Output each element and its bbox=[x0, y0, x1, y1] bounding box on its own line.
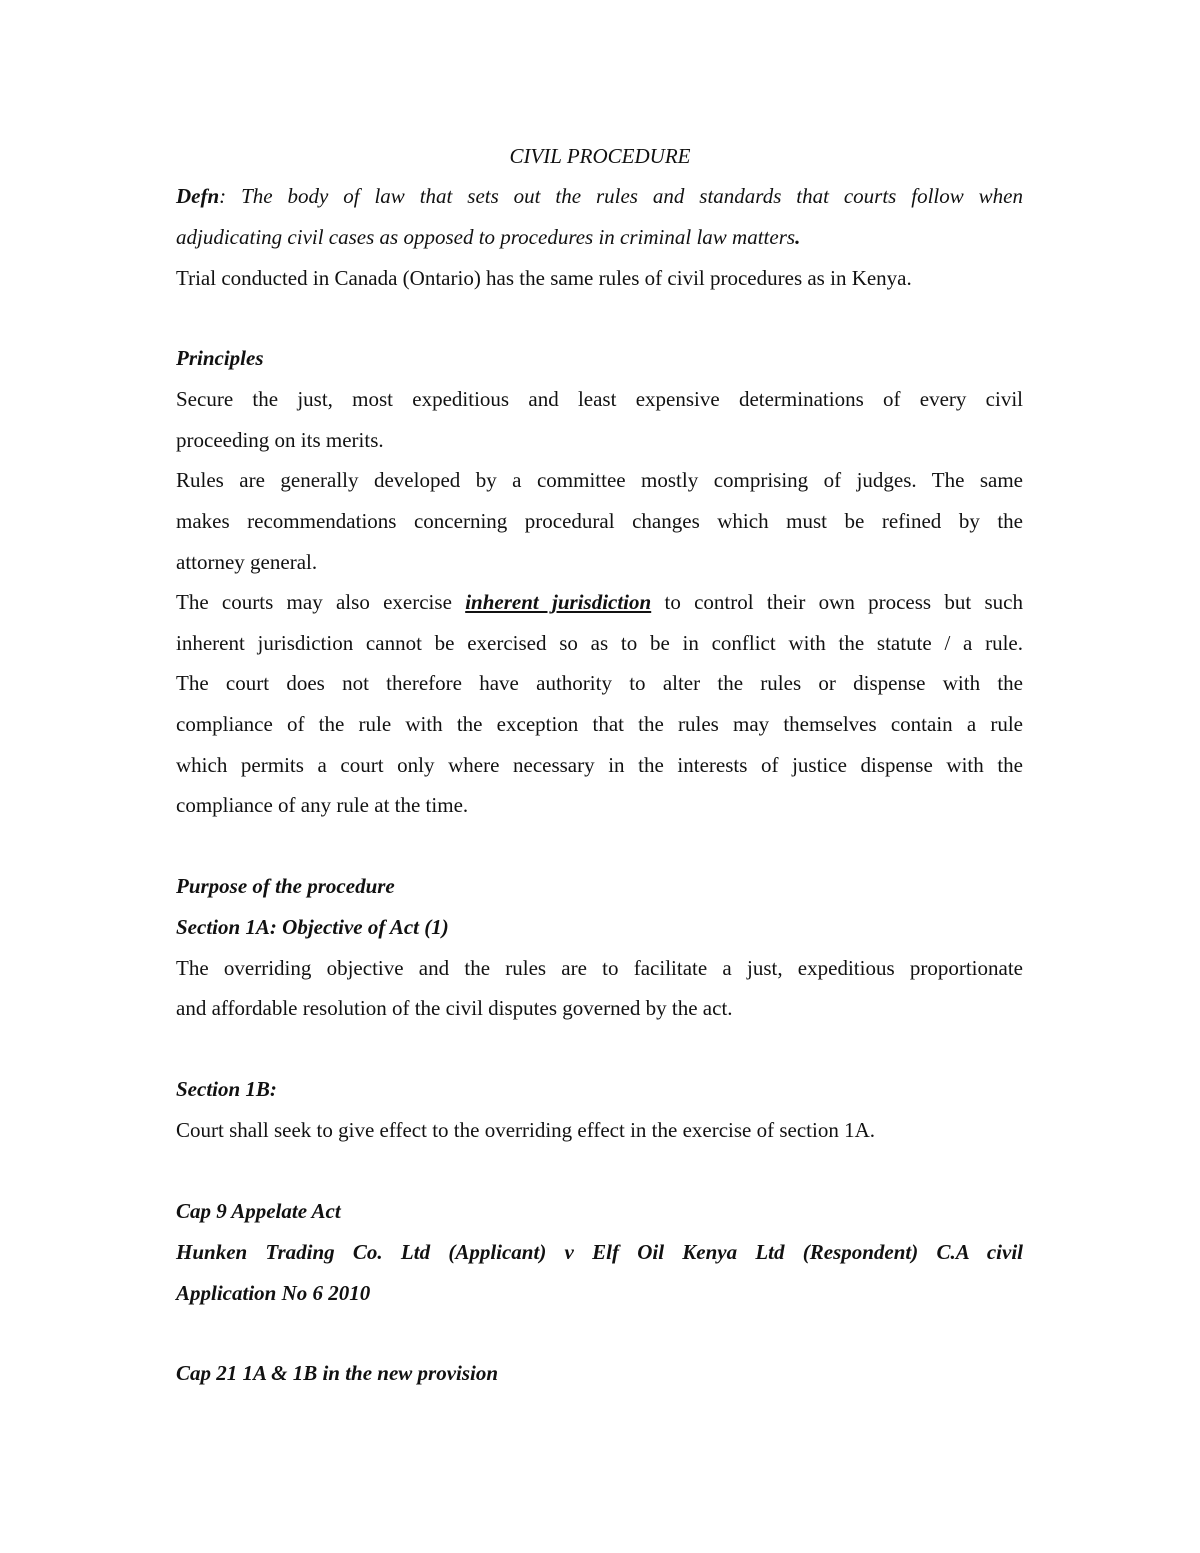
section-1b-line: Court shall seek to give effect to the overriding effect in the exercise of section 1A. bbox=[176, 1118, 875, 1142]
cap21-heading: Cap 21 1A & 1B in the new provision bbox=[176, 1361, 499, 1385]
definition-line-2: adjudicating civil cases as opposed to procedures in criminal law matters. bbox=[176, 225, 801, 249]
section-1a-heading: Section 1A: Objective of Act (1) bbox=[176, 915, 449, 939]
principles-p2-line-2: makes recommendations concerning procedural changes which must be refined by the bbox=[176, 509, 1023, 533]
principles-heading: Principles bbox=[176, 346, 264, 370]
principles-p2-line-1: Rules are generally developed by a committee mostly comprising of judges. The same bbox=[176, 468, 1023, 492]
purpose-line-1: The overriding objective and the rules are to facilitate a just, expeditious proportionate bbox=[176, 956, 1023, 980]
principles-p3-line-4: compliance of the rule with the exception that the rules may themselves contain a rule bbox=[176, 712, 1023, 736]
definition-line-1: Defn: The body of law that sets out the rules and standards that courts follow when bbox=[176, 184, 1023, 208]
principles-p3-line-6: compliance of any rule at the time. bbox=[176, 793, 469, 817]
principles-p1-line-2: proceeding on its merits. bbox=[176, 428, 384, 452]
principles-p3-line-1: The courts may also exercise inherent jurisdiction to control their own process but such bbox=[176, 590, 1023, 614]
section-1b-heading: Section 1B: bbox=[176, 1077, 277, 1101]
purpose-line-2: and affordable resolution of the civil disputes governed by the act. bbox=[176, 996, 733, 1020]
definition-text-1: The body of law that sets out the rules and standards that courts follow when bbox=[241, 184, 1023, 208]
cap9-heading: Cap 9 Appelate Act bbox=[176, 1199, 341, 1223]
purpose-heading: Purpose of the procedure bbox=[176, 874, 395, 898]
principles-p3-line-3: The court does not therefore have authority to alter the rules or dispense with the bbox=[176, 671, 1023, 695]
principles-p3-line-2: inherent jurisdiction cannot be exercised so as to be in conflict with the statute / a rule. bbox=[176, 631, 1023, 655]
case-citation-line-2: Application No 6 2010 bbox=[176, 1281, 371, 1305]
inherent-jurisdiction-term: inherent jurisdiction bbox=[465, 590, 652, 614]
trial-line: Trial conducted in Canada (Ontario) has the same rules of civil procedures as in Kenya. bbox=[176, 266, 912, 290]
principles-p3-line-5: which permits a court only where necessary in the interests of justice dispense with the bbox=[176, 753, 1023, 777]
definition-label: Defn bbox=[176, 184, 220, 208]
case-citation-line-1: Hunken Trading Co. Ltd (Applicant) v Elf Oil Kenya Ltd (Respondent) C.A civil bbox=[176, 1240, 1023, 1264]
principles-p1-line-1: Secure the just, most expeditious and least expensive determinations of every civil bbox=[176, 387, 1023, 411]
principles-p2-line-3: attorney general. bbox=[176, 550, 318, 574]
document-title: CIVIL PROCEDURE bbox=[509, 144, 691, 168]
